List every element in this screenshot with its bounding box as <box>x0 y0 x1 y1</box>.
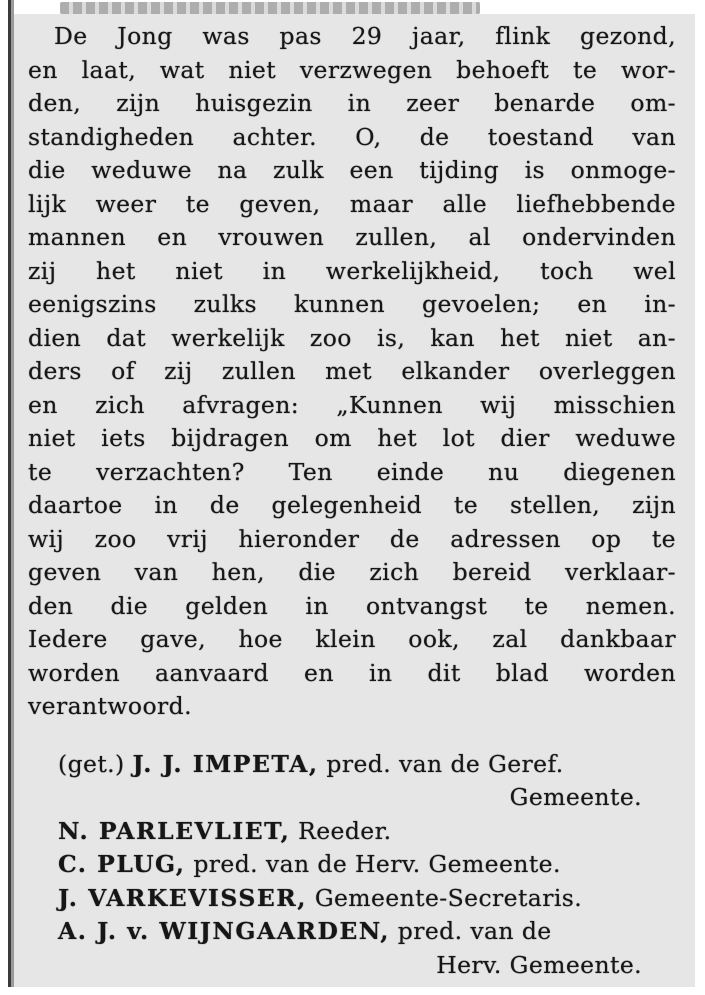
paragraph-line: te verzachten? Ten einde nu diegenen <box>28 457 676 486</box>
paragraph-line: verantwoord. <box>28 692 192 720</box>
signatory-name: J. J. IMPETA, <box>132 749 319 778</box>
signatory-name: N. PARLEVLIET, <box>58 816 291 845</box>
paragraph-line: lijk weer te geven, maar alle liefhebbende <box>28 189 676 218</box>
signed-prefix: (get.) <box>58 749 125 778</box>
cut-off-previous-line <box>60 2 480 14</box>
signatory-wijngaarden <box>28 915 676 949</box>
paragraph-line: zij het niet in werkelijkheid, toch wel <box>28 256 676 285</box>
paragraph-line: ders of zij zullen met elkander overleggen <box>28 357 676 385</box>
paragraph-line: mannen en vrouwen zullen, al ondervinden <box>28 223 676 251</box>
signatory-name: J. VARKEVISSER, <box>58 883 307 912</box>
paragraph-line: dien dat werkelijk zoo is, kan het niet an- <box>28 323 676 352</box>
article-paragraph <box>28 20 676 724</box>
signatory-title: pred. van de <box>397 917 552 945</box>
paragraph-line: den die gelden in ontvangst te nemen. <box>28 591 676 620</box>
signatory-parlevliet <box>28 815 676 849</box>
paragraph-line: niet iets bijdragen om het lot dier weduwe <box>28 424 676 452</box>
signatory-title: Reeder. <box>298 816 392 845</box>
signatory-name: C. PLUG, <box>58 850 186 878</box>
paragraph-line: daartoe in de gelegenheid te stellen, zijn <box>28 491 676 519</box>
signatory-title: pred. van de Herv. Gemeente. <box>193 850 561 878</box>
paragraph-line: worden aanvaard en in dit blad worden <box>28 658 676 687</box>
signatory-title-continued: Herv. Gemeente. <box>436 950 642 979</box>
paragraph-line: standigheden achter. O, de toestand van <box>28 122 676 151</box>
signatory-title-continued: Gemeente. <box>509 783 642 811</box>
signatory-plug <box>28 848 676 882</box>
paragraph-line: geven van hen, die zich bereid verklaar- <box>28 558 676 586</box>
signatory-impeta <box>28 748 676 782</box>
paragraph-line: en zich afvragen: „Kunnen wij misschien <box>28 390 676 419</box>
paragraph-line: en laat, wat niet verzwegen behoeft te wor- <box>28 55 676 84</box>
paragraph-line: die weduwe na zulk een tijding is onmoge- <box>28 156 676 184</box>
signatory-name: A. J. v. WIJNGAARDEN, <box>58 917 390 945</box>
signatory-varkevisser <box>28 882 676 916</box>
paragraph-line: De Jong was pas 29 jaar, flink gezond, <box>54 22 676 50</box>
spacer <box>28 724 676 748</box>
bottom-margin <box>0 987 705 995</box>
paragraph-line: wij zoo vrij hieronder de adressen op te <box>28 524 676 553</box>
signatory-title: pred. van de Geref. <box>326 749 564 778</box>
signatory-title: Gemeente-Secretaris. <box>314 883 583 912</box>
paragraph-line: Iedere gave, hoe klein ook, zal dankbaar <box>28 625 676 653</box>
signatory-list <box>28 748 676 983</box>
article-column <box>28 20 676 982</box>
right-margin <box>695 0 705 995</box>
column-rule <box>0 0 14 995</box>
paragraph-line: den, zijn huisgezin in zeer benarde om- <box>28 89 676 117</box>
paragraph-line: eenigszins zulks kunnen gevoelen; en in- <box>28 290 676 318</box>
